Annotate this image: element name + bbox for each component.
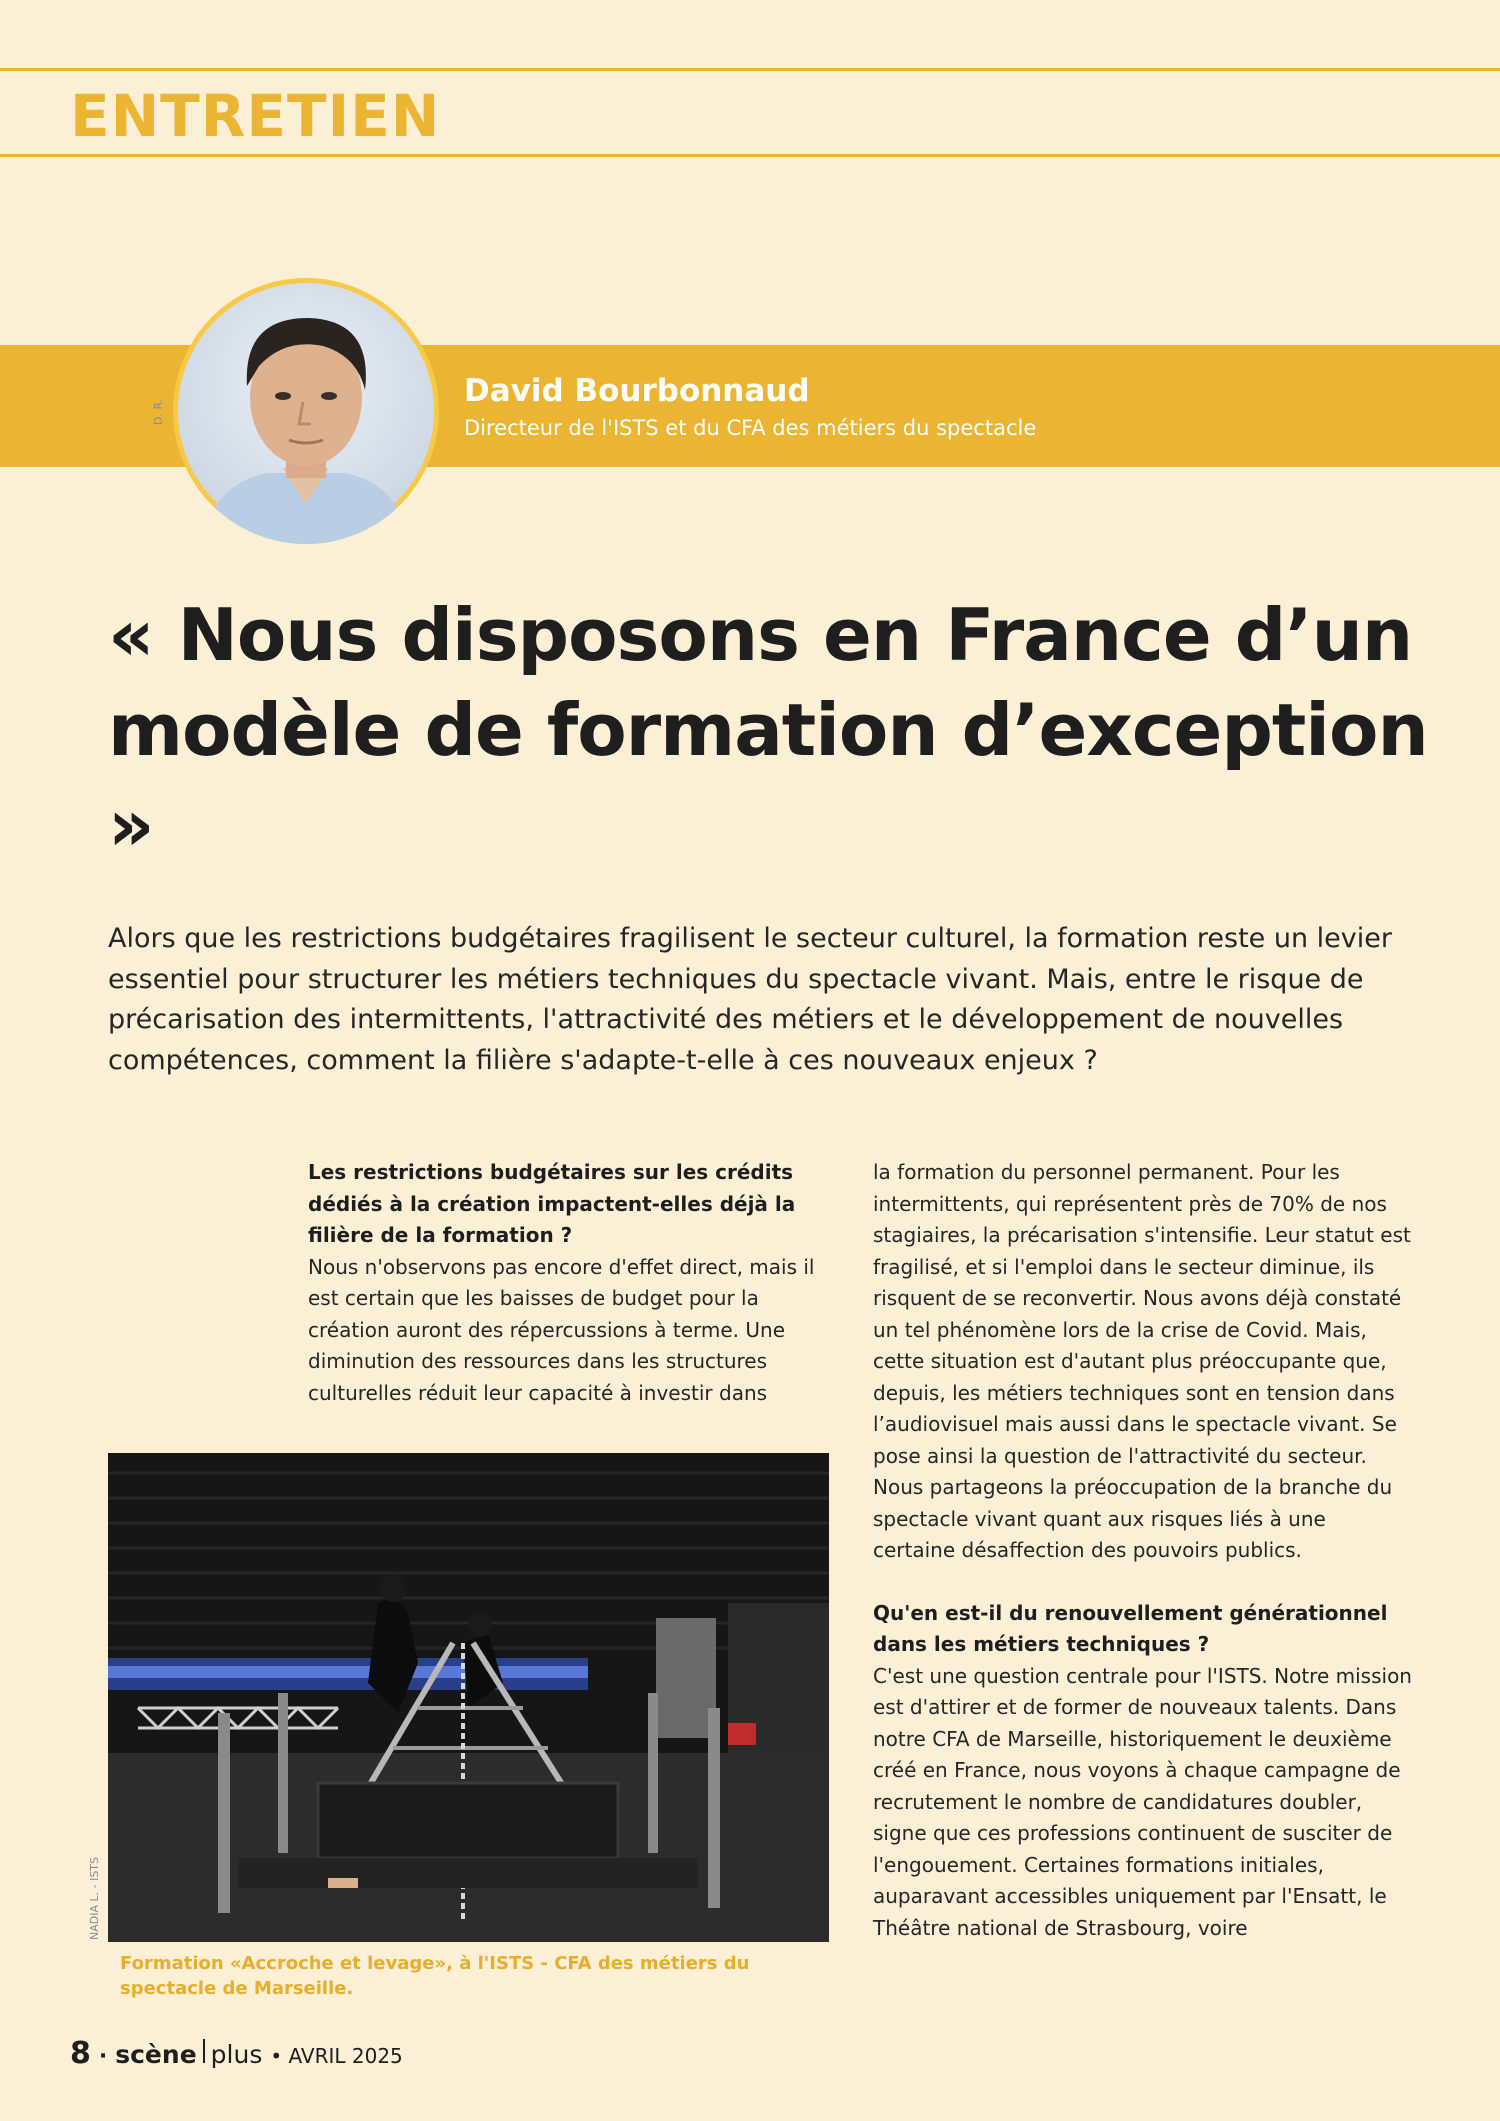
top-rule (0, 68, 1500, 71)
question-1: Les restrictions budgétaires sur les crédits dédiés à la création impactent-elles déjà la filière de la formation ? (308, 1160, 796, 1247)
footer-separator: · (98, 2044, 108, 2069)
photo-credit: NADIA L. - ISTS (88, 1856, 101, 1940)
portrait-credit: D. R. (152, 398, 165, 425)
interviewee-name: David Bourbonnaud (464, 373, 810, 409)
question-2: Qu'en est-il du renouvellement générationnel dans les métiers techniques ? (873, 1600, 1388, 1656)
answer-1-part-2: la formation du personnel permanent. Pour les intermittents, qui représentent près de 70% de nos stagiaires, la précarisation s'intensifie. Leur statut est fragilisé, et si l'emploi dans le secteur diminue, ils risquent de se reconvertir. Nous avons déjà constaté un tel phénomène lors de la crise de Covid. Mais, cette situation est d'autant plus préoccupante que, depuis, les métiers techniques sont en tension dans l’audiovisuel mais aussi dans le spectacle vivant. Se pose ainsi la question de l'attractivité du secteur. Nous partageons la préoccupation de la branche du spectacle vivant quant aux risques liés à une certaine désaffection des pouvoirs publics. (873, 1160, 1411, 1562)
magazine-brand-plus: plus (210, 2040, 263, 2069)
headline: « Nous disposons en France d’un modèle de formation d’exception » (108, 593, 1428, 867)
magazine-brand-scene: scène (115, 2040, 197, 2069)
lead-paragraph: Alors que les restrictions budgétaires fragilisent le secteur culturel, la formation reste un levier essentiel pour structurer les métiers techniques du spectacle vivant. Mais, entre le risque de précarisation des intermittents, l'attractivité des métiers et le développement de nouvelles compétences, comment la filière s'adapte-t-elle à ces nouveaux enjeux ? (108, 923, 1392, 1076)
training-scene-illustration (108, 1453, 829, 1942)
page-number: 8 (70, 2036, 91, 2071)
article-column-1 (308, 1157, 838, 1409)
page-footer (70, 2036, 403, 2076)
article-photo (108, 1453, 829, 1942)
portrait-illustration (173, 278, 439, 544)
article-column-2 (873, 1157, 1413, 1944)
brand-divider (203, 2039, 205, 2063)
section-label: ENTRETIEN (70, 82, 441, 150)
interviewee-role: Directeur de l'ISTS et du CFA des métiers du spectacle (464, 416, 1037, 440)
answer-1-part-1: Nous n'observons pas encore d'effet direct, mais il est certain que les baisses de budget pour la création auront des répercussions à terme. Une diminution des ressources dans les structures culturelles réduit leur capacité à investir dans (308, 1254, 815, 1405)
answer-2: C'est une question centrale pour l'ISTS. Notre mission est d'attirer et de former de nouveaux talents. Dans notre CFA de Marseille, historiquement le deuxième créé en France, nous voyons à chaque campagne de recrutement le nombre de candidatures doubler, signe que ces professions continuent de susciter de l'engouement. Certaines formations initiales, auparavant accessibles uniquement par l'Ensatt, le Théâtre national de Strasbourg, voire (873, 1663, 1412, 1940)
issue-date: • AVRIL 2025 (270, 2044, 403, 2068)
photo-caption: Formation «Accroche et levage», à l'ISTS - CFA des métiers du spectacle de Marseille. (120, 1953, 750, 1999)
portrait-photo (173, 278, 439, 544)
section-rule (0, 154, 1500, 157)
